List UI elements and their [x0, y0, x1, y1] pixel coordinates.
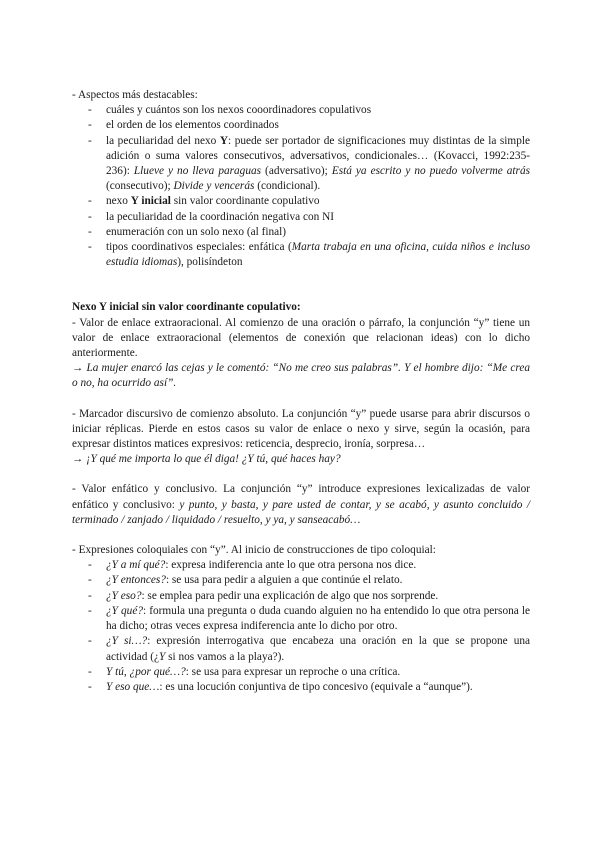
nexo-heading: Nexo Y inicial sin valor coordinante copulativo: — [72, 301, 301, 314]
spacer — [72, 285, 530, 300]
marcador-text: - Marcador discursivo de comienzo absoluto. La conjunción “y” puede usarse para abrir discursos o iniciar réplicas. Pierde en estos casos su valor de enlace o nexo y sirve, según la ocasión, para expresar distintos matices expresivos: reticencia, desprecio, ironía, sorpresa… — [72, 407, 530, 451]
dash-bullet: - — [88, 680, 92, 693]
dash-bullet: - — [88, 589, 92, 602]
dash-bullet: - — [88, 241, 92, 254]
spacer — [72, 528, 530, 543]
item-text: : se usa para expresar un reproche o una crítica. — [185, 665, 401, 678]
italic-example: ¿Y qué? — [106, 604, 143, 617]
item-text: : expresa indiferencia ante lo que otra persona nos dice. — [165, 559, 417, 572]
list-item — [72, 634, 530, 664]
dash-bullet: - — [88, 104, 92, 117]
list-item — [72, 604, 530, 634]
list-item — [72, 225, 530, 240]
item-text: la peculiaridad del nexo — [106, 134, 220, 147]
list-item — [72, 240, 530, 270]
item-text: el orden de los elementos coordinados — [106, 119, 279, 132]
list-item — [72, 558, 530, 573]
dash-bullet: - — [88, 119, 92, 132]
item-text: enumeración con un solo nexo (al final) — [106, 225, 287, 238]
list-item — [72, 665, 530, 680]
italic-example: Y eso que… — [106, 680, 160, 693]
dash-bullet: - — [88, 195, 92, 208]
italic-example: Divide y vencerás — [173, 180, 255, 193]
italic-example: ¿Y a mí qué? — [106, 559, 166, 572]
extraoracional-text: - Valor de enlace extraoracional. Al comienzo de una oración o párrafo, la conjunción “y” tiene un valor de enlace extraoracional (elementos de conexión que relacionan ideas) con lo dicho anteriormente. — [72, 316, 530, 360]
item-text: (condicional). — [254, 180, 321, 193]
aspects-intro: - Aspectos más destacables: — [72, 89, 198, 101]
item-text: : puede ser portador de significaciones muy distintas de la simple adición o suma valores consecutivos, adversativos, condicionales… (Kovacci, 1992:235-236): — [106, 134, 530, 178]
dash-bullet: - — [88, 134, 92, 147]
extraoracional-paragraph — [72, 316, 530, 392]
coloquiales-intro: - Expresiones coloquiales con “y”. Al inicio de construcciones de tipo coloquial: — [72, 544, 436, 557]
marcador-paragraph — [72, 407, 530, 468]
item-text: si nos vamos a la playa?). — [165, 650, 285, 663]
arrow-icon: → — [72, 453, 87, 466]
item-text: (adversativo); — [261, 165, 332, 178]
document-page — [72, 88, 530, 695]
marcador-example: ¡Y qué me importa lo que él diga! ¿Y tú, qué haces hay? — [86, 453, 341, 466]
item-text: : se emplea para pedir una explicación de algo que nos sorprende. — [141, 589, 439, 602]
item-text: : expresión interrogativa que encabeza una oración en la que se propone una actividad (¿ — [106, 635, 531, 663]
dash-bullet: - — [88, 225, 92, 238]
dash-bullet: - — [88, 635, 92, 648]
item-text: : se usa para pedir a alguien a que continúe el relato. — [165, 574, 403, 587]
list-item — [72, 103, 530, 118]
bold-term: Y inicial — [130, 195, 171, 208]
item-text: ), polisíndeton — [177, 256, 243, 269]
list-item — [72, 680, 530, 695]
dash-bullet: - — [88, 210, 92, 223]
list-item — [72, 589, 530, 604]
italic-example: Y — [159, 650, 166, 663]
arrow-icon: → — [72, 362, 87, 375]
enfatico-example: y punto, y basta, y pare usted de contar, y se acabó, y asunto concluido / terminado / zanjado / liquidado / resuelto, y ya, y sanseacabó… — [72, 498, 530, 526]
spacer — [72, 467, 530, 482]
dash-bullet: - — [88, 665, 92, 678]
item-text: nexo — [106, 195, 131, 208]
bold-term: Y — [219, 134, 229, 147]
enfatico-text: - Valor enfático y conclusivo. La conjunción “y” introduce expresiones lexicalizadas de valor enfático y conclusivo: — [72, 483, 530, 511]
italic-example: Marta trabaja en una oficina, cuida niños e incluso estudia idiomas — [106, 241, 530, 269]
italic-example: Está ya escrito y no puedo volverme atrás — [331, 165, 531, 178]
italic-example: Y tú, ¿por qué…? — [106, 665, 186, 678]
aspects-list — [72, 103, 530, 270]
item-text: (consecutivo); — [106, 180, 174, 193]
dash-bullet: - — [88, 574, 92, 587]
item-text: : es una locución conjuntiva de tipo concesivo (equivale a “aunque”). — [159, 680, 473, 693]
spacer — [72, 270, 530, 285]
list-item — [72, 210, 530, 225]
list-item — [72, 118, 530, 133]
italic-example: ¿Y eso? — [106, 589, 142, 602]
item-text: la peculiaridad de la coordinación negativa con NI — [106, 210, 335, 223]
italic-example: ¿Y si…? — [106, 635, 148, 648]
dash-bullet: - — [88, 559, 92, 572]
dash-bullet: - — [88, 604, 92, 617]
enfatico-paragraph — [72, 482, 530, 528]
coloquiales-list — [72, 558, 530, 695]
spacer — [72, 392, 530, 407]
list-item — [72, 194, 530, 209]
item-text: tipos coordinativos especiales: enfática ( — [106, 241, 292, 254]
list-item — [72, 573, 530, 588]
item-text: sin valor coordinante copulativo — [170, 195, 320, 208]
item-text: : formula una pregunta o duda cuando alguien no ha entendido lo que otra persona le ha dicho; otras veces expresa indiferencia ante lo dicho por otro. — [106, 604, 530, 633]
item-text: cuáles y cuántos son los nexos cooordinadores copulativos — [106, 104, 372, 117]
extraoracional-example: La mujer enarcó las cejas y le comentó: “No me creo sus palabras”. Y el hombre dijo: “Me crea o no, ha ocurrido así”. — [72, 362, 530, 390]
italic-example: Llueve y no lleva paraguas — [133, 165, 262, 178]
italic-example: ¿Y entonces? — [106, 574, 166, 587]
list-item — [72, 134, 530, 195]
